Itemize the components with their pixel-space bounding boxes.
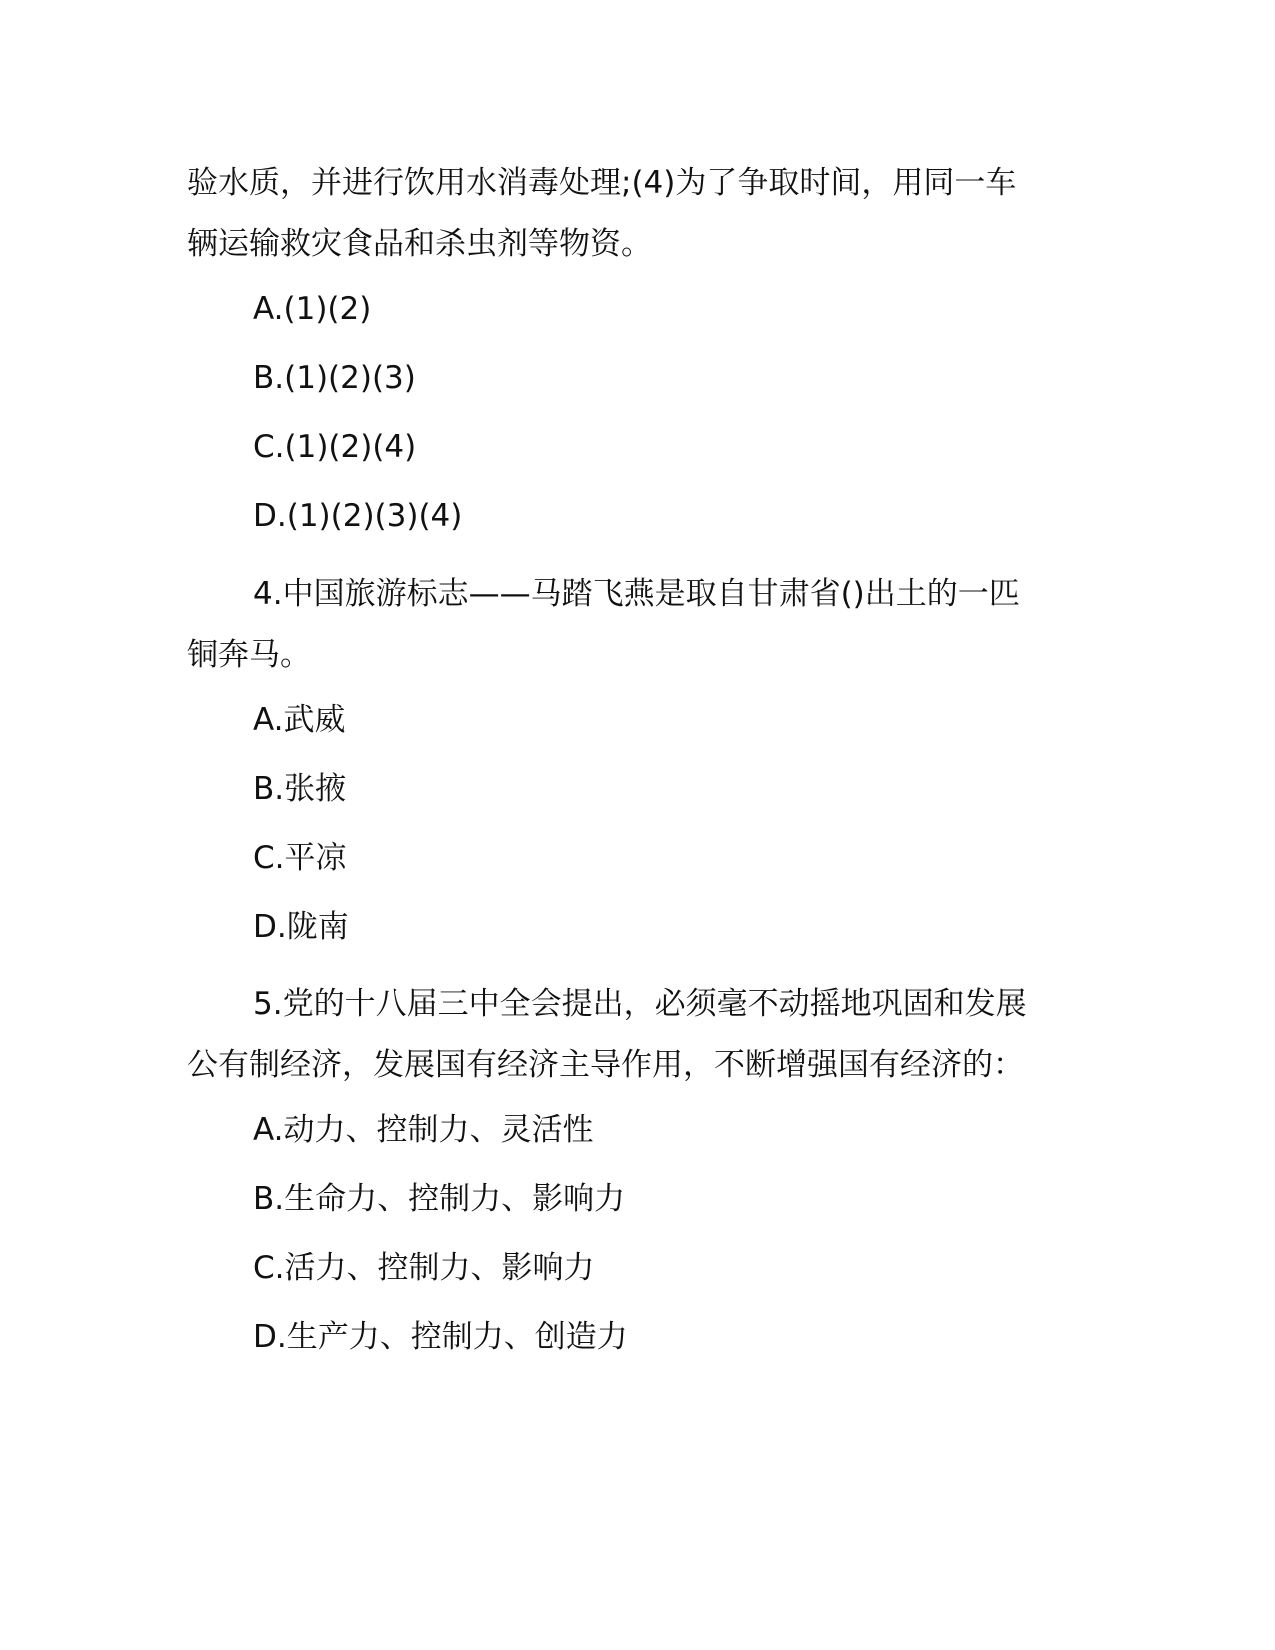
question-4 <box>187 564 1087 686</box>
q4-option-c: C.平凉 <box>253 840 347 876</box>
q5-option-a: A.动力、控制力、灵活性 <box>253 1112 594 1148</box>
text-line: 5.党的十八届三中全会提出，必须毫不动摇地巩固和发展 <box>253 986 1027 1022</box>
q5-option-b: B.生命力、控制力、影响力 <box>253 1181 626 1217</box>
q3-option-c: C.(1)(2)(4) <box>253 429 417 465</box>
text-line: 验水质，并进行饮用水消毒处理;(4)为了争取时间，用同一车 <box>187 165 1017 201</box>
text-line: 4.中国旅游标志——马踏飞燕是取自甘肃省()出土的一匹 <box>253 576 1020 612</box>
q3-option-d: D.(1)(2)(3)(4) <box>253 498 463 534</box>
text-line: 公有制经济，发展国有经济主导作用，不断增强国有经济的： <box>187 1047 1024 1083</box>
q4-option-d: D.陇南 <box>253 909 349 945</box>
question-5 <box>187 974 1087 1096</box>
text-line: 辆运输救灾食品和杀虫剂等物资。 <box>187 226 652 262</box>
q5-option-c: C.活力、控制力、影响力 <box>253 1250 595 1286</box>
q3-option-b: B.(1)(2)(3) <box>253 360 416 396</box>
q4-option-b: B.张掖 <box>253 771 347 807</box>
q4-option-a: A.武威 <box>253 702 346 738</box>
text-line: 铜奔马。 <box>187 637 311 673</box>
q3-option-a: A.(1)(2) <box>253 291 372 327</box>
q5-option-d: D.生产力、控制力、创造力 <box>253 1319 628 1355</box>
question-3-continuation <box>187 153 1087 275</box>
